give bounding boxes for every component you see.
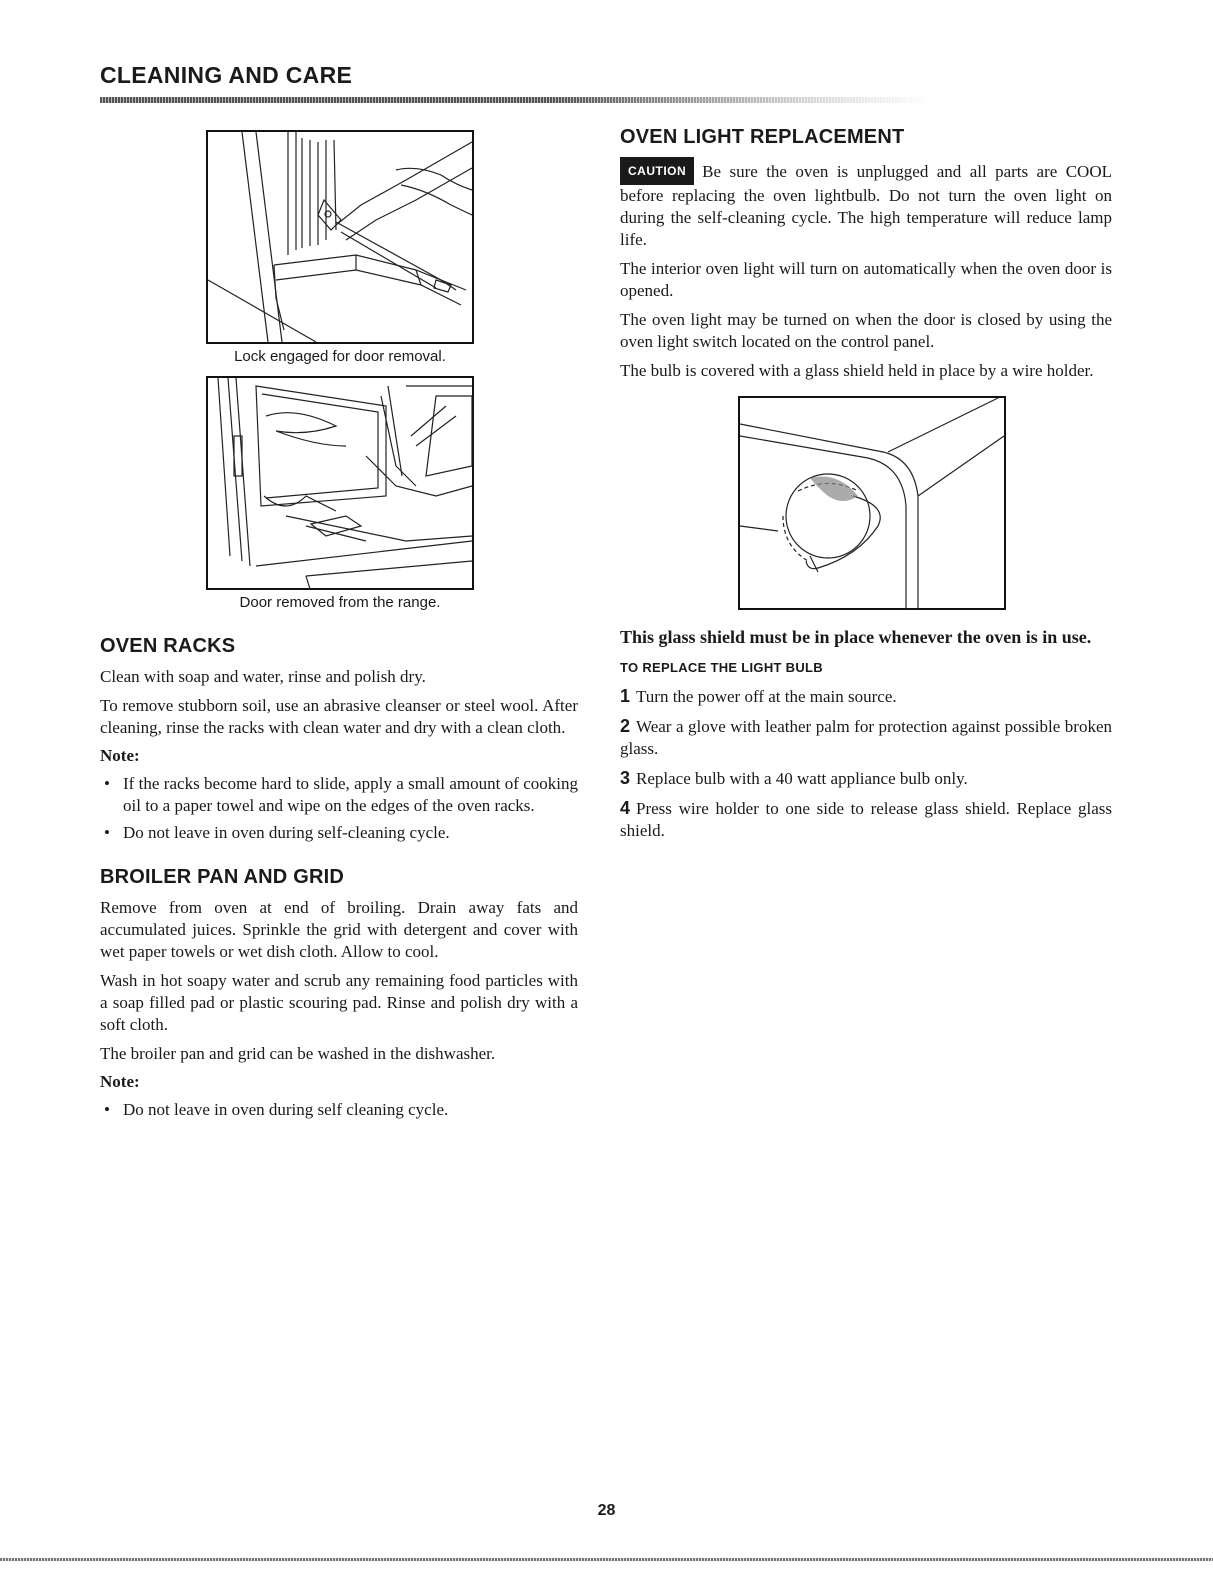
section-heading-broiler: BROILER PAN AND GRID [100,866,344,888]
step-item [620,715,1112,760]
step-text: Wear a glove with leather palm for protection against possible broken glass. [620,717,1112,758]
caution-paragraph [620,157,1112,251]
section-heading-oven-light: OVEN LIGHT REPLACEMENT [620,126,905,148]
caution-text: Be sure the oven is unplugged and all parts are COOL before replacing the oven lightbulb. Do not turn the oven light on during the self-cleaning cycle. The high temperature will reduce lamp life. [620,162,1112,249]
list-item [100,773,578,817]
bullet-icon: • [104,823,110,842]
door-removed-illustration [206,376,474,590]
list-item-text: Do not leave in oven during self cleaning cycle. [123,1100,449,1119]
section-heading-oven-racks: OVEN RACKS [100,635,236,657]
list-item-text: If the racks become hard to slide, apply a small amount of cooking oil to a paper towel and wipe on the edges of the oven racks. [123,774,578,815]
step-number: 3 [620,768,631,788]
glass-shield-illustration [738,396,1006,610]
oven-racks-paragraph: Clean with soap and water, rinse and polish dry. [100,667,426,686]
figure-caption: Door removed from the range. [239,594,441,611]
step-item [620,767,1112,790]
broiler-paragraph: Remove from oven at end of broiling. Drain away fats and accumulated juices. Sprinkle the grid with detergent and cover with wet paper towels or wet dish cloth. Allow to cool. [100,898,578,961]
bottom-rule [0,1558,1213,1561]
caution-badge: CAUTION [620,157,694,185]
step-text: Turn the power off at the main source. [636,687,897,706]
step-number: 2 [620,716,631,736]
light-bulb-figure [738,396,1112,610]
door-lock-figure [206,130,578,365]
step-item [620,797,1112,842]
oven-light-paragraph: The oven light may be turned on when the door is closed by using the oven light switch located on the control panel. [620,310,1112,351]
broiler-paragraph: The broiler pan and grid can be washed in the dishwasher. [100,1044,496,1063]
figure-caption: Lock engaged for door removal. [234,348,446,365]
list-item [100,1099,578,1121]
broiler-notes [100,1099,578,1121]
step-item [620,685,1112,708]
door-removed-figure [206,376,578,611]
steps-heading: TO REPLACE THE LIGHT BULB [620,660,823,675]
right-column [620,126,1112,849]
page-title: CLEANING AND CARE [100,62,353,88]
step-text: Replace bulb with a 40 watt appliance bulb only. [636,769,968,788]
step-text: Press wire holder to one side to release glass shield. Replace glass shield. [620,799,1112,840]
bullet-icon: • [104,1100,110,1119]
oven-light-paragraph: The bulb is covered with a glass shield held in place by a wire holder. [620,361,1094,380]
page-number: 28 [597,1502,616,1519]
oven-racks-paragraph: To remove stubborn soil, use an abrasive cleanser or steel wool. After cleaning, rinse the racks with clean water and dry with a clean cloth. [100,696,578,737]
oven-light-paragraph: The interior oven light will turn on automatically when the oven door is opened. [620,259,1112,300]
title-rule [100,97,930,103]
left-column [100,130,578,1128]
bullet-icon: • [104,774,110,793]
step-number: 4 [620,798,631,818]
oven-racks-notes [100,773,578,844]
list-item [100,822,578,844]
note-label: Note: [100,746,140,765]
note-label: Note: [100,1072,140,1091]
broiler-paragraph: Wash in hot soapy water and scrub any remaining food particles with a soap filled pad or plastic scouring pad. Rinse and polish dry with a soft cloth. [100,971,578,1034]
step-number: 1 [620,686,631,706]
list-item-text: Do not leave in oven during self-cleaning cycle. [123,823,450,842]
bold-warning: This glass shield must be in place whenever the oven is in use. [620,627,1092,647]
door-lock-illustration [206,130,474,344]
